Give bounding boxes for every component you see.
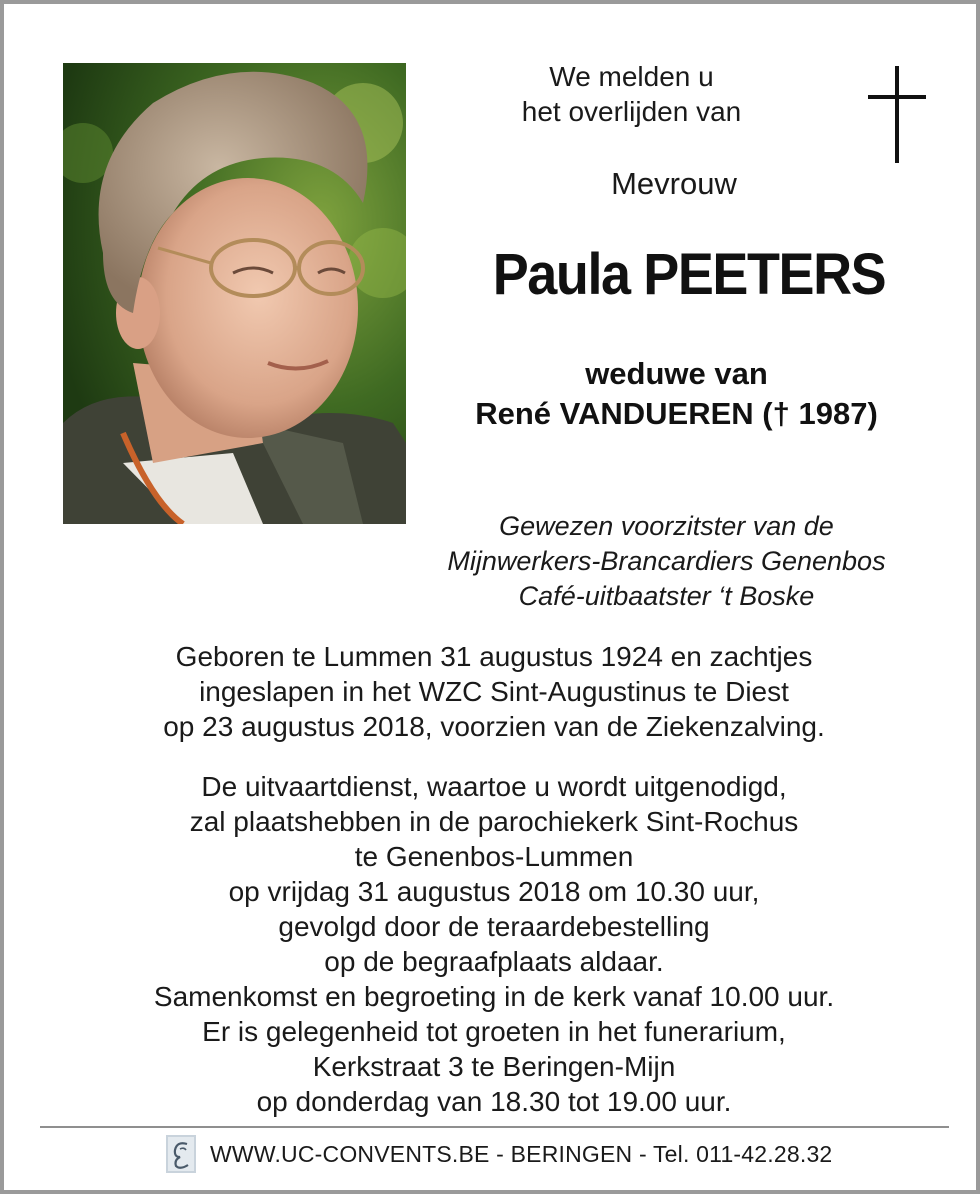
widow-of <box>419 354 934 434</box>
paragraph-line: ingeslapen in het WZC Sint-Augustinus te Diest <box>199 676 789 707</box>
paragraph-line: Er is gelegenheid tot groeten in het funerarium, <box>202 1016 786 1047</box>
role-line: Mijnwerkers-Brancardiers Genenbos <box>447 546 886 576</box>
widow-line-1: weduwe van <box>585 356 768 391</box>
paragraph-line: op donderdag van 18.30 tot 19.00 uur. <box>256 1086 732 1117</box>
paragraph-line: op 23 augustus 2018, voorzien van de Ziekenzalving. <box>163 711 825 742</box>
paragraph-line: Kerkstraat 3 te Beringen-Mijn <box>312 1051 676 1082</box>
deceased-name: Paula PEETERS <box>492 242 886 307</box>
intro-line-2: het overlijden van <box>521 96 742 127</box>
footer <box>166 1135 832 1173</box>
paragraph-line: zal plaatshebben in de parochiekerk Sint-Rochus <box>189 806 799 837</box>
former-roles <box>394 509 939 614</box>
cross-icon <box>868 66 926 163</box>
honorific-title: Mevrouw <box>611 166 737 201</box>
paragraph-line: Geboren te Lummen 31 augustus 1924 en zachtjes <box>175 641 813 672</box>
portrait-image <box>63 63 406 524</box>
funeral-paragraph <box>44 769 944 1119</box>
intro-text <box>444 59 819 129</box>
intro-line-1: We melden u <box>549 61 714 92</box>
paragraph-line: te Genenbos-Lummen <box>354 841 634 872</box>
portrait-photo <box>63 63 406 524</box>
footer-contact-text: WWW.UC-CONVENTS.BE - BERINGEN - Tel. 011-42.28.32 <box>210 1140 833 1167</box>
paragraph-line: gevolgd door de teraardebestelling <box>278 911 710 942</box>
footer-divider <box>40 1126 949 1128</box>
paragraph-line: op de begraafplaats aldaar. <box>324 946 664 977</box>
uc-convents-logo-icon <box>166 1135 196 1173</box>
role-line: Café-uitbaatster ‘t Boske <box>518 581 815 611</box>
paragraph-line: op vrijdag 31 augustus 2018 om 10.30 uur, <box>228 876 760 907</box>
widow-line-2: René VANDUEREN († 1987) <box>475 396 878 431</box>
role-line: Gewezen voorzitster van de <box>499 511 834 541</box>
paragraph-line: De uitvaartdienst, waartoe u wordt uitgenodigd, <box>201 771 787 802</box>
birth-death-paragraph <box>44 639 944 744</box>
paragraph-line: Samenkomst en begroeting in de kerk vanaf 10.00 uur. <box>153 981 835 1012</box>
